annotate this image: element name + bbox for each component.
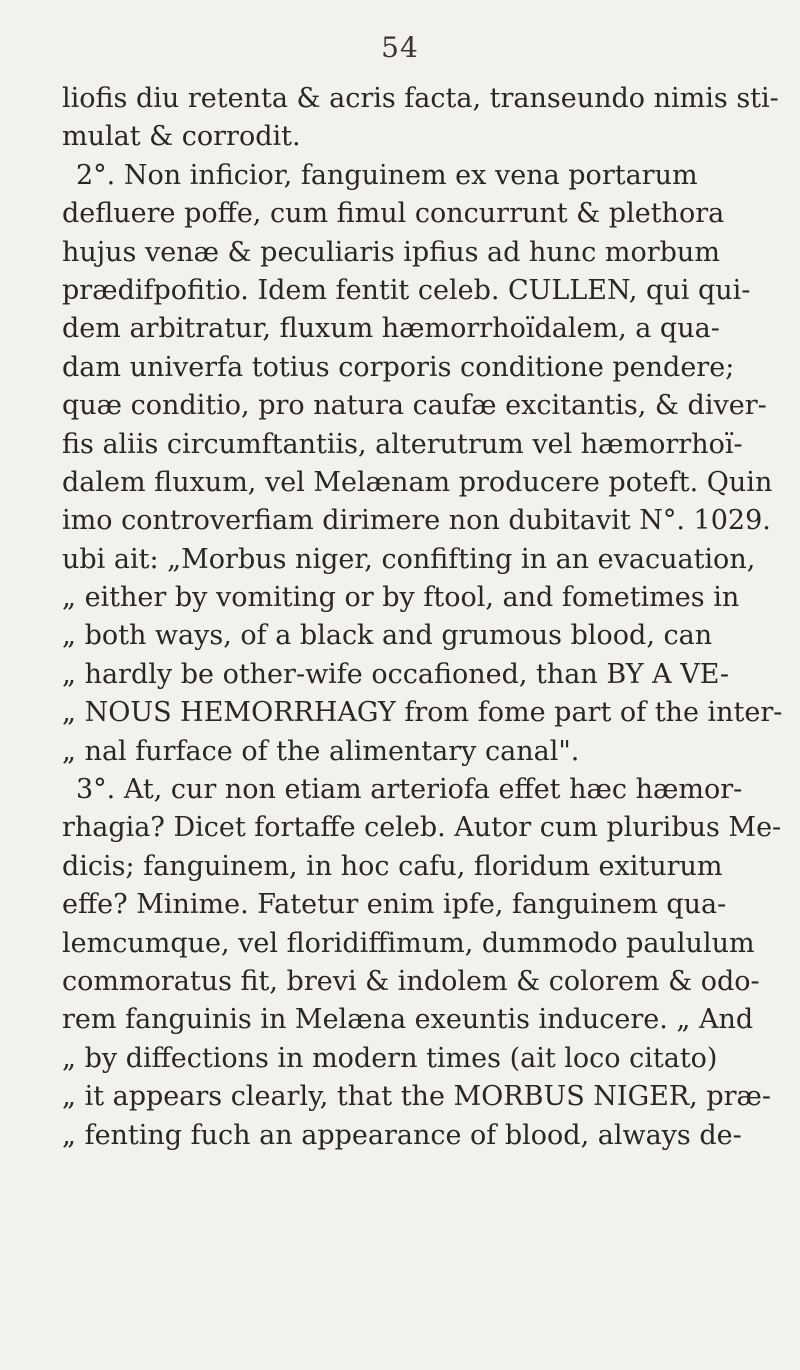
text-line: rhagia? Dicet fortaffe celeb. Autor cum pluribus Me- <box>62 812 782 844</box>
text-line: dalem fluxum, vel Melænam producere poteft. Quin <box>62 466 773 498</box>
text-line: „ by diffections in modern times (ait loco citato) <box>62 1042 718 1074</box>
text-line: prædifpofitio. Idem fentit celeb. CULLEN, qui qui- <box>62 274 751 306</box>
text-line: lemcumque, vel floridiffimum, dummodo paululum <box>62 927 755 959</box>
text-line: quæ conditio, pro natura caufæ excitantis, & diver- <box>62 390 767 422</box>
text-line: fis aliis circumftantiis, alterutrum vel hæmorrhoï- <box>62 428 743 460</box>
text-line: 2°. Non inficior, fanguinem ex vena portarum <box>76 159 698 191</box>
text-line: ubi ait: „Morbus niger, confifting in an evacuation, <box>62 543 756 575</box>
text-line: 3°. At, cur non etiam arteriofa effet hæc hæmor- <box>76 774 743 806</box>
text-line: liofis diu retenta & acris facta, transeundo nimis sti- <box>62 83 779 114</box>
text-line: „ both ways, of a black and grumous blood, can <box>62 620 713 652</box>
text-line: hujus venæ & peculiaris ipfius ad hunc morbum <box>62 236 720 268</box>
text-line: „ fenting fuch an appearance of blood, always de- <box>62 1119 742 1151</box>
text-line: dam univerfa totius corporis conditione pendere; <box>62 351 735 383</box>
text-line: imo controverfiam dirimere non dubitavit N°. 1029. <box>62 505 771 537</box>
text-line: „ NOUS HEMORRHAGY from fome part of the inter- <box>62 697 783 729</box>
text-line: effe? Minime. Fatetur enim ipfe, fanguinem qua- <box>62 889 727 921</box>
page-number: 54 <box>381 31 419 64</box>
text-line: defluere poffe, cum fimul concurrunt & plethora <box>62 198 725 230</box>
text-line: dem arbitratur, fluxum hæmorrhoïdalem, a qua- <box>62 313 720 345</box>
body-text <box>62 80 784 1155</box>
text-line: „ hardly be other-wife occafioned, than BY A VE- <box>62 658 730 690</box>
text-line: „ it appears clearly, that the MORBUS NIGER, præ- <box>62 1081 772 1113</box>
text-line: „ nal furface of the alimentary canal". <box>62 735 580 767</box>
text-line: „ either by vomiting or by ftool, and fometimes in <box>62 582 740 614</box>
text-line: commoratus fit, brevi & indolem & colorem & odo- <box>62 965 760 997</box>
text-line: rem fanguinis in Melæna exeuntis inducere. „ And <box>62 1004 754 1036</box>
text-line: dicis; fanguinem, in hoc cafu, floridum exiturum <box>62 850 723 882</box>
text-line: mulat & corrodit. <box>62 121 301 153</box>
